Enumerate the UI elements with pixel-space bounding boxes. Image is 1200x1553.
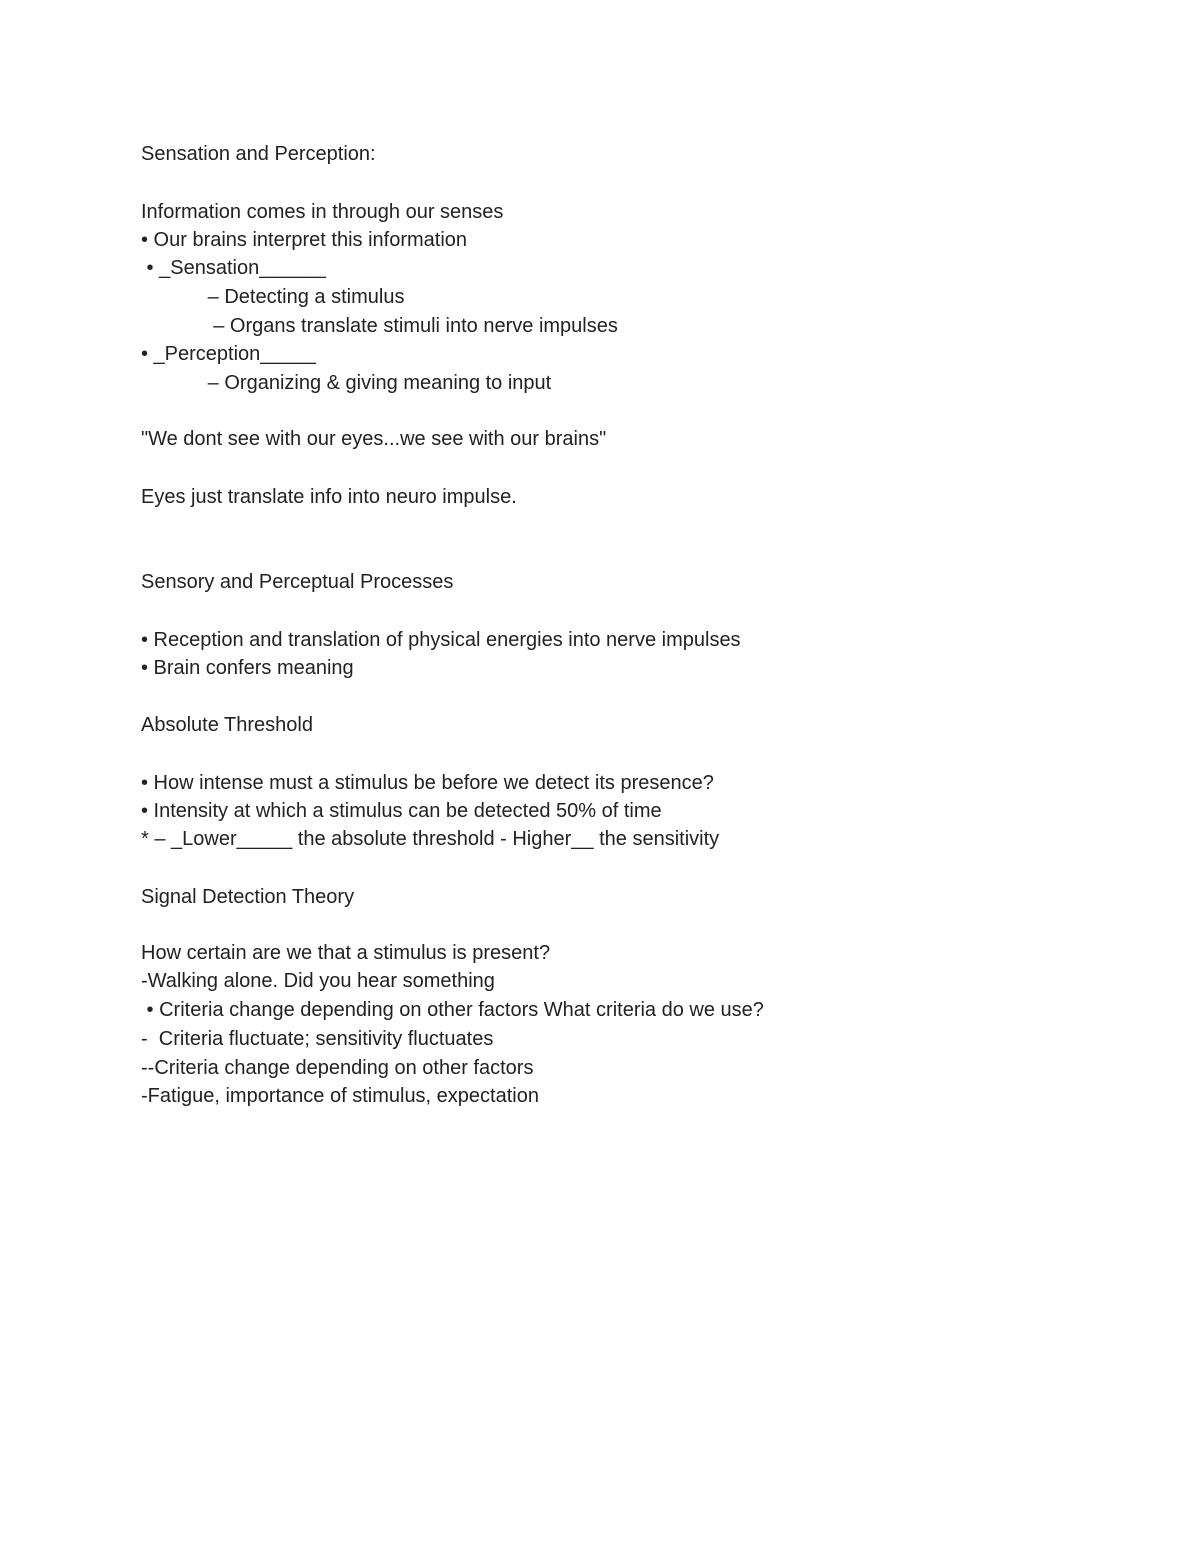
heading-sensory-and-perceptual-processes: Sensory and Perceptual Processes xyxy=(141,571,454,593)
heading-signal-detection-theory: Signal Detection Theory xyxy=(141,886,355,908)
bullet-line: • Reception and translation of physical energies into nerve impulses xyxy=(141,629,741,651)
text-line: --Criteria change depending on other factors xyxy=(141,1057,534,1079)
sub-bullet-line: – Organizing & giving meaning to input xyxy=(141,372,552,394)
text-line: Eyes just translate info into neuro impulse. xyxy=(141,486,517,508)
bullet-line: • _Perception_____ xyxy=(141,343,316,365)
text-line: How certain are we that a stimulus is present? xyxy=(141,942,551,964)
text-line: -Fatigue, importance of stimulus, expectation xyxy=(141,1085,539,1107)
quote-line: "We dont see with our eyes...we see with our brains" xyxy=(141,428,607,450)
text-line: Information comes in through our senses xyxy=(141,201,504,223)
sub-bullet-line: – Detecting a stimulus xyxy=(141,286,405,308)
text-line: * – _Lower_____ the absolute threshold - Higher__ the sensitivity xyxy=(141,828,720,850)
text-line: -Walking alone. Did you hear something xyxy=(141,970,495,992)
bullet-line: • _Sensation______ xyxy=(141,257,326,279)
text-line: - Criteria fluctuate; sensitivity fluctuates xyxy=(141,1028,494,1050)
sub-bullet-line: – Organs translate stimuli into nerve impulses xyxy=(141,315,618,337)
heading-sensation-and-perception: Sensation and Perception: xyxy=(141,143,376,165)
bullet-line: • Our brains interpret this information xyxy=(141,229,468,251)
bullet-line: • Intensity at which a stimulus can be detected 50% of time xyxy=(141,800,662,822)
heading-absolute-threshold: Absolute Threshold xyxy=(141,714,313,736)
bullet-line: • Criteria change depending on other factors What criteria do we use? xyxy=(141,999,764,1021)
bullet-line: • Brain confers meaning xyxy=(141,657,354,679)
bullet-line: • How intense must a stimulus be before we detect its presence? xyxy=(141,772,714,794)
